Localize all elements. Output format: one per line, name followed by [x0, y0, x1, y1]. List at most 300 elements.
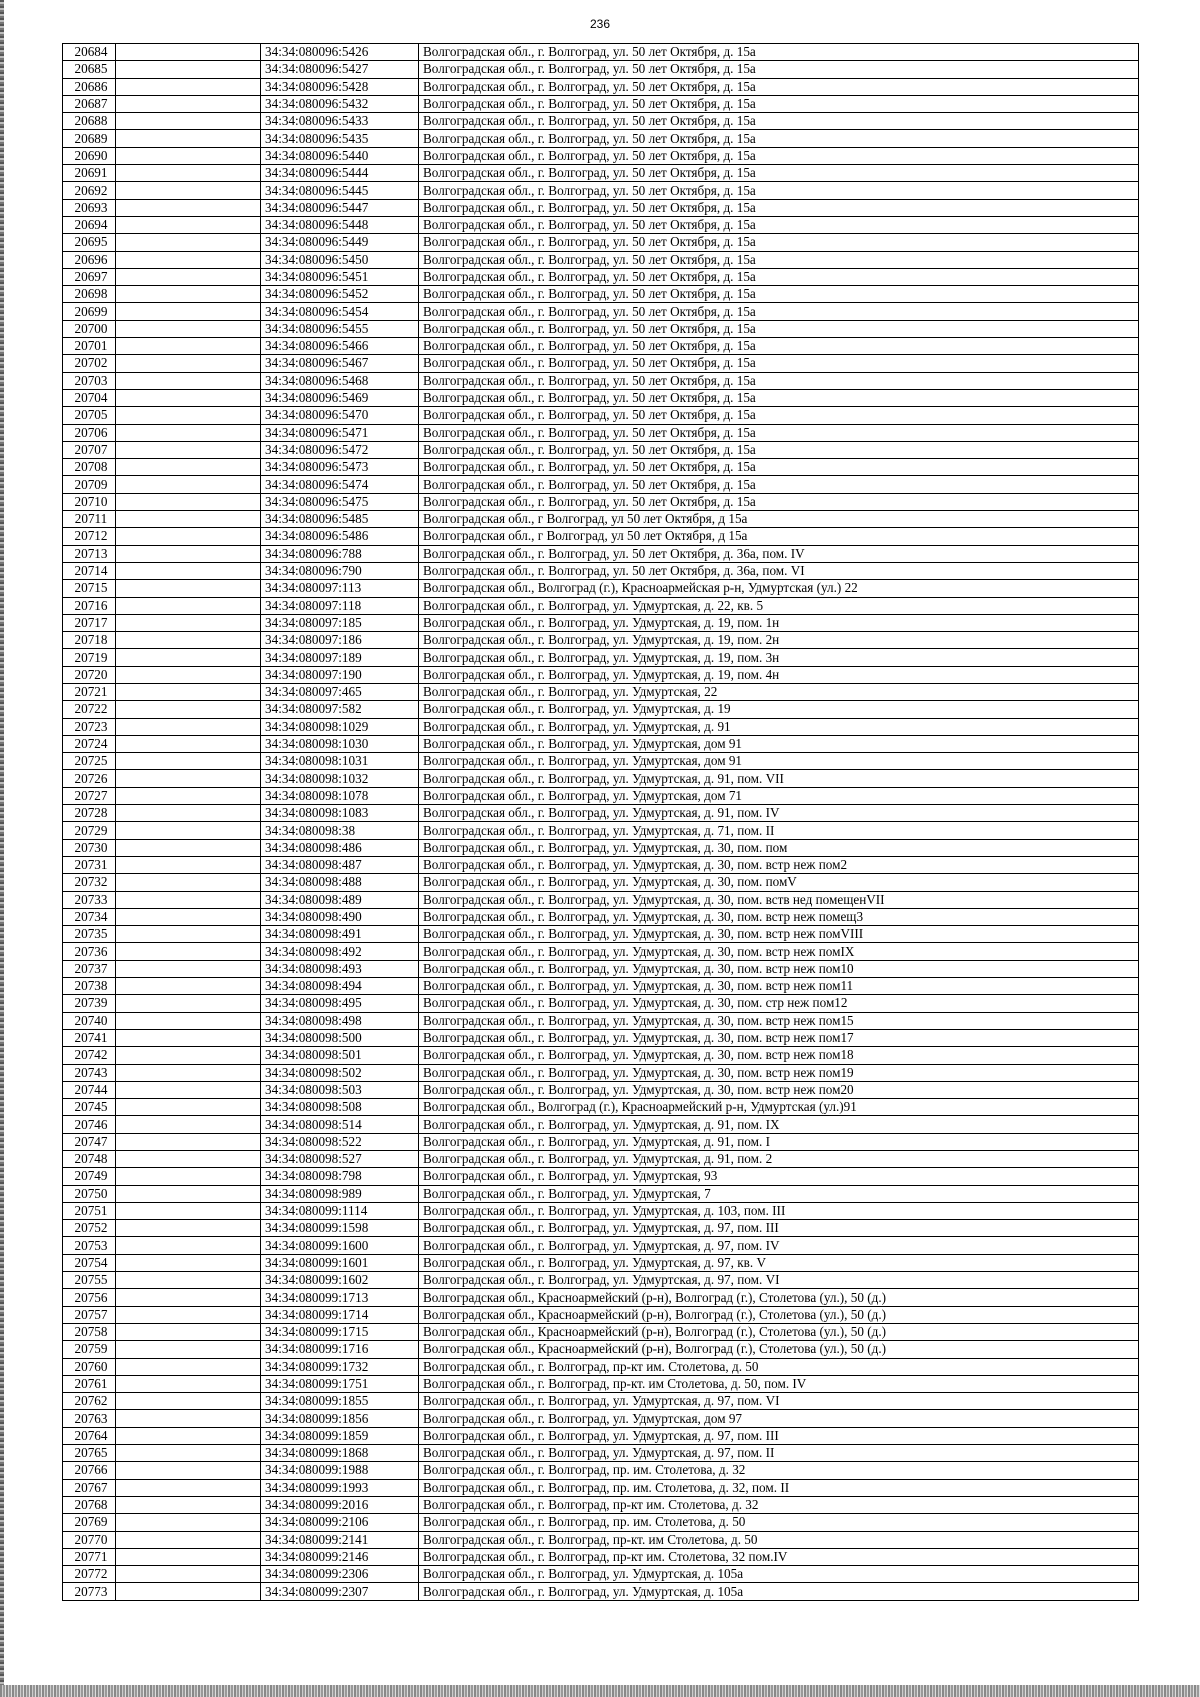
row-number-cell: 20700 [63, 320, 116, 337]
table-row [63, 874, 1139, 891]
blank-cell [116, 943, 261, 960]
row-number-cell: 20705 [63, 407, 116, 424]
table-row [63, 234, 1139, 251]
table-row [63, 960, 1139, 977]
row-number-cell: 20747 [63, 1133, 116, 1150]
cadastral-number-cell: 34:34:080096:5448 [261, 216, 419, 233]
table-row [63, 459, 1139, 476]
cadastral-number-cell: 34:34:080098:500 [261, 1029, 419, 1046]
blank-cell [116, 147, 261, 164]
blank-cell [116, 1099, 261, 1116]
cadastral-number-cell: 34:34:080097:582 [261, 701, 419, 718]
blank-cell [116, 1237, 261, 1254]
address-cell: Волгоградская обл., г. Волгоград, пр-кт им. Столетова, д. 32 [419, 1496, 1139, 1513]
blank-cell [116, 407, 261, 424]
row-number-cell: 20688 [63, 113, 116, 130]
blank-cell [116, 683, 261, 700]
table-row [63, 113, 1139, 130]
address-cell: Волгоградская обл., г. Волгоград, ул. Удмуртская, д. 91, пом. VII [419, 770, 1139, 787]
cadastral-number-cell: 34:34:080099:1602 [261, 1272, 419, 1289]
blank-cell [116, 303, 261, 320]
row-number-cell: 20748 [63, 1151, 116, 1168]
table-row [63, 493, 1139, 510]
scan-edge-bottom [0, 1685, 1200, 1697]
address-cell: Волгоградская обл., г. Волгоград, ул. 50 лет Октября, д. 15а [419, 44, 1139, 61]
address-cell: Волгоградская обл., г. Волгоград, ул. 50 лет Октября, д. 15а [419, 251, 1139, 268]
table-row [63, 718, 1139, 735]
table-row [63, 338, 1139, 355]
table-row [63, 182, 1139, 199]
row-number-cell: 20752 [63, 1220, 116, 1237]
cadastral-number-cell: 34:34:080099:2307 [261, 1583, 419, 1600]
table-row [63, 1116, 1139, 1133]
cadastral-number-cell: 34:34:080096:5470 [261, 407, 419, 424]
table-row [63, 1583, 1139, 1600]
row-number-cell: 20689 [63, 130, 116, 147]
address-cell: Волгоградская обл., г. Волгоград, ул. Удмуртская, д. 19 [419, 701, 1139, 718]
row-number-cell: 20723 [63, 718, 116, 735]
cadastral-number-cell: 34:34:080098:488 [261, 874, 419, 891]
cadastral-number-cell: 34:34:080097:190 [261, 666, 419, 683]
table-row [63, 1427, 1139, 1444]
table-row [63, 943, 1139, 960]
cadastral-number-cell: 34:34:080099:1868 [261, 1445, 419, 1462]
cadastral-number-cell: 34:34:080096:5432 [261, 95, 419, 112]
row-number-cell: 20753 [63, 1237, 116, 1254]
row-number-cell: 20754 [63, 1254, 116, 1271]
row-number-cell: 20768 [63, 1496, 116, 1513]
row-number-cell: 20759 [63, 1341, 116, 1358]
cadastral-number-cell: 34:34:080098:38 [261, 822, 419, 839]
row-number-cell: 20734 [63, 908, 116, 925]
row-number-cell: 20685 [63, 61, 116, 78]
cadastral-number-cell: 34:34:080098:1030 [261, 735, 419, 752]
cadastral-number-cell: 34:34:080099:1715 [261, 1323, 419, 1340]
cadastral-number-cell: 34:34:080098:522 [261, 1133, 419, 1150]
blank-cell [116, 268, 261, 285]
row-number-cell: 20772 [63, 1566, 116, 1583]
cadastral-number-cell: 34:34:080098:1083 [261, 805, 419, 822]
blank-cell [116, 735, 261, 752]
blank-cell [116, 338, 261, 355]
address-cell: Волгоградская обл., г. Волгоград, ул. 50 лет Октября, д. 15а [419, 130, 1139, 147]
blank-cell [116, 286, 261, 303]
address-cell: Волгоградская обл., г. Волгоград, ул. 50 лет Октября, д. 15а [419, 268, 1139, 285]
blank-cell [116, 1116, 261, 1133]
blank-cell [116, 1358, 261, 1375]
blank-cell [116, 78, 261, 95]
address-cell: Волгоградская обл., г. Волгоград, ул. Удмуртская, д. 105а [419, 1583, 1139, 1600]
row-number-cell: 20758 [63, 1323, 116, 1340]
cadastral-number-cell: 34:34:080097:118 [261, 597, 419, 614]
cadastral-number-cell: 34:34:080096:5427 [261, 61, 419, 78]
table-row [63, 1099, 1139, 1116]
table-row [63, 199, 1139, 216]
row-number-cell: 20716 [63, 597, 116, 614]
address-cell: Волгоградская обл., г. Волгоград, ул. Удмуртская, д. 30, пом. встр неж пом15 [419, 1012, 1139, 1029]
table-row [63, 355, 1139, 372]
table-row [63, 1237, 1139, 1254]
cadastral-number-cell: 34:34:080097:113 [261, 580, 419, 597]
row-number-cell: 20756 [63, 1289, 116, 1306]
address-cell: Волгоградская обл., г. Волгоград, ул. Удмуртская, д. 22, кв. 5 [419, 597, 1139, 614]
address-cell: Волгоградская обл., Красноармейский (р-н), Волгоград (г.), Столетова (ул.), 50 (д.) [419, 1306, 1139, 1323]
address-cell: Волгоградская обл., г. Волгоград, ул. 50 лет Октября, д. 15а [419, 372, 1139, 389]
address-cell: Волгоградская обл., г. Волгоград, ул. Удмуртская, д. 97, кв. V [419, 1254, 1139, 1271]
table-row [63, 839, 1139, 856]
address-cell: Волгоградская обл., г. Волгоград, ул. 50 лет Октября, д. 15а [419, 493, 1139, 510]
row-number-cell: 20741 [63, 1029, 116, 1046]
blank-cell [116, 874, 261, 891]
row-number-cell: 20696 [63, 251, 116, 268]
table-row [63, 1151, 1139, 1168]
table-row [63, 753, 1139, 770]
blank-cell [116, 753, 261, 770]
cadastral-number-cell: 34:34:080098:486 [261, 839, 419, 856]
address-cell: Волгоградская обл., г. Волгоград, ул. Удмуртская, д. 30, пом. встр неж пом10 [419, 960, 1139, 977]
table-row [63, 424, 1139, 441]
blank-cell [116, 355, 261, 372]
row-number-cell: 20715 [63, 580, 116, 597]
cadastral-number-cell: 34:34:080096:5440 [261, 147, 419, 164]
table-row [63, 476, 1139, 493]
cadastral-number-cell: 34:34:080099:2106 [261, 1514, 419, 1531]
blank-cell [116, 1410, 261, 1427]
row-number-cell: 20701 [63, 338, 116, 355]
blank-cell [116, 1548, 261, 1565]
blank-cell [116, 1462, 261, 1479]
address-cell: Волгоградская обл., г. Волгоград, ул. Удмуртская, д. 91, пом. IV [419, 805, 1139, 822]
row-number-cell: 20744 [63, 1081, 116, 1098]
row-number-cell: 20713 [63, 545, 116, 562]
row-number-cell: 20742 [63, 1047, 116, 1064]
blank-cell [116, 908, 261, 925]
blank-cell [116, 61, 261, 78]
row-number-cell: 20687 [63, 95, 116, 112]
table-row [63, 580, 1139, 597]
address-cell: Волгоградская обл., г. Волгоград, ул. Удмуртская, д. 19, пом. 4н [419, 666, 1139, 683]
row-number-cell: 20730 [63, 839, 116, 856]
cadastral-number-cell: 34:34:080098:495 [261, 995, 419, 1012]
blank-cell [116, 580, 261, 597]
row-number-cell: 20760 [63, 1358, 116, 1375]
address-cell: Волгоградская обл., г. Волгоград, пр-кт. им Столетова, д. 50, пом. IV [419, 1375, 1139, 1392]
table-row [63, 1029, 1139, 1046]
table-row [63, 1358, 1139, 1375]
row-number-cell: 20721 [63, 683, 116, 700]
blank-cell [116, 632, 261, 649]
address-cell: Волгоградская обл., г. Волгоград, пр. им. Столетова, д. 32, пом. II [419, 1479, 1139, 1496]
blank-cell [116, 891, 261, 908]
blank-cell [116, 95, 261, 112]
table-row [63, 1289, 1139, 1306]
table-row [63, 95, 1139, 112]
cadastral-number-cell: 34:34:080096:5485 [261, 511, 419, 528]
row-number-cell: 20731 [63, 856, 116, 873]
address-cell: Волгоградская обл., г. Волгоград, ул. Удмуртская, 22 [419, 683, 1139, 700]
address-cell: Волгоградская обл., г. Волгоград, пр. им. Столетова, д. 32 [419, 1462, 1139, 1479]
blank-cell [116, 1393, 261, 1410]
row-number-cell: 20761 [63, 1375, 116, 1392]
row-number-cell: 20739 [63, 995, 116, 1012]
blank-cell [116, 805, 261, 822]
cadastral-number-cell: 34:34:080098:1029 [261, 718, 419, 735]
cadastral-number-cell: 34:34:080096:5452 [261, 286, 419, 303]
table-row [63, 251, 1139, 268]
row-number-cell: 20714 [63, 562, 116, 579]
cadastral-number-cell: 34:34:080098:508 [261, 1099, 419, 1116]
row-number-cell: 20695 [63, 234, 116, 251]
address-cell: Волгоградская обл., г. Волгоград, ул. Удмуртская, д. 19, пом. 1н [419, 614, 1139, 631]
table-row [63, 1375, 1139, 1392]
table-row [63, 891, 1139, 908]
cadastral-number-cell: 34:34:080096:5473 [261, 459, 419, 476]
cadastral-number-cell: 34:34:080096:5486 [261, 528, 419, 545]
address-cell: Волгоградская обл., г. Волгоград, ул. Удмуртская, д. 19, пом. 3н [419, 649, 1139, 666]
address-cell: Волгоградская обл., г. Волгоград, ул. Удмуртская, д. 91, пом. 2 [419, 1151, 1139, 1168]
blank-cell [116, 1202, 261, 1219]
blank-cell [116, 597, 261, 614]
blank-cell [116, 1029, 261, 1046]
blank-cell [116, 787, 261, 804]
address-cell: Волгоградская обл., г. Волгоград, ул. Удмуртская, д. 91, пом. I [419, 1133, 1139, 1150]
address-cell: Волгоградская обл., г. Волгоград, ул. 50 лет Октября, д. 15а [419, 182, 1139, 199]
address-cell: Волгоградская обл., г. Волгоград, ул. Удмуртская, д. 91, пом. IX [419, 1116, 1139, 1133]
table-row [63, 666, 1139, 683]
blank-cell [116, 511, 261, 528]
blank-cell [116, 995, 261, 1012]
blank-cell [116, 165, 261, 182]
table-row [63, 441, 1139, 458]
table-row [63, 822, 1139, 839]
cadastral-number-cell: 34:34:080096:788 [261, 545, 419, 562]
address-cell: Волгоградская обл., г. Волгоград, ул. Удмуртская, 93 [419, 1168, 1139, 1185]
cadastral-number-cell: 34:34:080098:494 [261, 978, 419, 995]
row-number-cell: 20750 [63, 1185, 116, 1202]
address-cell: Волгоградская обл., г. Волгоград, пр-кт им. Столетова, 32 пом.IV [419, 1548, 1139, 1565]
address-cell: Волгоградская обл., Красноармейский (р-н), Волгоград (г.), Столетова (ул.), 50 (д.) [419, 1289, 1139, 1306]
row-number-cell: 20726 [63, 770, 116, 787]
blank-cell [116, 666, 261, 683]
address-cell: Волгоградская обл., г. Волгоград, ул. 50 лет Октября, д. 15а [419, 441, 1139, 458]
table-row [63, 1047, 1139, 1064]
address-cell: Волгоградская обл., г Волгоград, ул 50 лет Октября, д 15а [419, 511, 1139, 528]
blank-cell [116, 978, 261, 995]
table-row [63, 1220, 1139, 1237]
table-row [63, 1445, 1139, 1462]
blank-cell [116, 1289, 261, 1306]
address-cell: Волгоградская обл., г. Волгоград, ул. Удмуртская, д. 97, пом. VI [419, 1272, 1139, 1289]
address-cell: Волгоградская обл., г. Волгоград, ул. 50 лет Октября, д. 15а [419, 355, 1139, 372]
cadastral-number-cell: 34:34:080099:2141 [261, 1531, 419, 1548]
table-row [63, 770, 1139, 787]
row-number-cell: 20757 [63, 1306, 116, 1323]
blank-cell [116, 718, 261, 735]
table-row [63, 735, 1139, 752]
table-row [63, 1168, 1139, 1185]
row-number-cell: 20773 [63, 1583, 116, 1600]
address-cell: Волгоградская обл., г. Волгоград, ул. Удмуртская, д. 30, пом. встр неж помIX [419, 943, 1139, 960]
table-row [63, 1514, 1139, 1531]
blank-cell [116, 1427, 261, 1444]
address-cell: Волгоградская обл., г. Волгоград, ул. 50 лет Октября, д. 15а [419, 147, 1139, 164]
blank-cell [116, 701, 261, 718]
blank-cell [116, 1064, 261, 1081]
table-row [63, 303, 1139, 320]
row-number-cell: 20732 [63, 874, 116, 891]
blank-cell [116, 424, 261, 441]
cadastral-number-cell: 34:34:080098:1032 [261, 770, 419, 787]
address-cell: Волгоградская обл., г. Волгоград, ул. Удмуртская, д. 30, пом. встр неж пом2 [419, 856, 1139, 873]
row-number-cell: 20749 [63, 1168, 116, 1185]
blank-cell [116, 216, 261, 233]
blank-cell [116, 1306, 261, 1323]
row-number-cell: 20762 [63, 1393, 116, 1410]
cadastral-number-cell: 34:34:080096:5435 [261, 130, 419, 147]
cadastral-number-cell: 34:34:080096:5474 [261, 476, 419, 493]
blank-cell [116, 960, 261, 977]
address-cell: Волгоградская обл., г. Волгоград, пр-кт. им Столетова, д. 50 [419, 1531, 1139, 1548]
address-cell: Волгоградская обл., г. Волгоград, ул. 50 лет Октября, д. 15а [419, 61, 1139, 78]
blank-cell [116, 649, 261, 666]
address-cell: Волгоградская обл., Красноармейский (р-н), Волгоград (г.), Столетова (ул.), 50 (д.) [419, 1323, 1139, 1340]
blank-cell [116, 562, 261, 579]
address-cell: Волгоградская обл., г. Волгоград, ул. 50 лет Октября, д. 15а [419, 286, 1139, 303]
row-number-cell: 20771 [63, 1548, 116, 1565]
row-number-cell: 20690 [63, 147, 116, 164]
table-row [63, 978, 1139, 995]
cadastral-number-cell: 34:34:080097:185 [261, 614, 419, 631]
row-number-cell: 20735 [63, 926, 116, 943]
table-row [63, 1254, 1139, 1271]
cadastral-number-cell: 34:34:080096:5426 [261, 44, 419, 61]
cadastral-number-cell: 34:34:080098:498 [261, 1012, 419, 1029]
row-number-cell: 20692 [63, 182, 116, 199]
table-row [63, 147, 1139, 164]
blank-cell [116, 1220, 261, 1237]
blank-cell [116, 1254, 261, 1271]
table-row [63, 787, 1139, 804]
address-cell: Волгоградская обл., г. Волгоград, ул. Удмуртская, д. 30, пом. вств нед помещенVII [419, 891, 1139, 908]
blank-cell [116, 1445, 261, 1462]
address-cell: Волгоградская обл., г. Волгоград, ул. Удмуртская, д. 30, пом. встр неж пом20 [419, 1081, 1139, 1098]
cadastral-number-cell: 34:34:080099:1855 [261, 1393, 419, 1410]
registry-table [62, 43, 1139, 1601]
table-row [63, 130, 1139, 147]
row-number-cell: 20727 [63, 787, 116, 804]
cadastral-number-cell: 34:34:080099:1714 [261, 1306, 419, 1323]
blank-cell [116, 1583, 261, 1600]
blank-cell [116, 1496, 261, 1513]
cadastral-number-cell: 34:34:080097:186 [261, 632, 419, 649]
table-row [63, 165, 1139, 182]
table-row [63, 614, 1139, 631]
blank-cell [116, 441, 261, 458]
cadastral-number-cell: 34:34:080098:501 [261, 1047, 419, 1064]
row-number-cell: 20724 [63, 735, 116, 752]
cadastral-number-cell: 34:34:080099:1859 [261, 1427, 419, 1444]
blank-cell [116, 234, 261, 251]
address-cell: Волгоградская обл., г. Волгоград, ул. 50 лет Октября, д. 15а [419, 78, 1139, 95]
blank-cell [116, 1323, 261, 1340]
table-row [63, 995, 1139, 1012]
blank-cell [116, 251, 261, 268]
table-row [63, 1185, 1139, 1202]
cadastral-number-cell: 34:34:080098:490 [261, 908, 419, 925]
blank-cell [116, 130, 261, 147]
address-cell: Волгоградская обл., г. Волгоград, ул. 50 лет Октября, д. 15а [419, 234, 1139, 251]
row-number-cell: 20770 [63, 1531, 116, 1548]
cadastral-number-cell: 34:34:080098:527 [261, 1151, 419, 1168]
row-number-cell: 20722 [63, 701, 116, 718]
address-cell: Волгоградская обл., г. Волгоград, ул. 50 лет Октября, д. 15а [419, 165, 1139, 182]
table-row [63, 632, 1139, 649]
address-cell: Волгоградская обл., г. Волгоград, ул. Удмуртская, д. 91 [419, 718, 1139, 735]
row-number-cell: 20699 [63, 303, 116, 320]
blank-cell [116, 1047, 261, 1064]
address-cell: Волгоградская обл., г. Волгоград, ул. Удмуртская, д. 97, пом. VI [419, 1393, 1139, 1410]
address-cell: Волгоградская обл., г. Волгоград, ул. Удмуртская, д. 103, пом. III [419, 1202, 1139, 1219]
address-cell: Волгоградская обл., г. Волгоград, ул. Удмуртская, д. 30, пом. встр неж помещ3 [419, 908, 1139, 925]
address-cell: Волгоградская обл., Волгоград (г.), Красноармейский р-н, Удмуртская (ул.)91 [419, 1099, 1139, 1116]
address-cell: Волгоградская обл., г. Волгоград, ул. Удмуртская, д. 30, пом. встр неж помVIII [419, 926, 1139, 943]
cadastral-number-cell: 34:34:080096:790 [261, 562, 419, 579]
blank-cell [116, 459, 261, 476]
address-cell: Волгоградская обл., г. Волгоград, ул. Удмуртская, д. 30, пом. встр неж пом17 [419, 1029, 1139, 1046]
blank-cell [116, 113, 261, 130]
row-number-cell: 20711 [63, 511, 116, 528]
table-row [63, 908, 1139, 925]
row-number-cell: 20766 [63, 1462, 116, 1479]
row-number-cell: 20717 [63, 614, 116, 631]
table-row [63, 926, 1139, 943]
address-cell: Волгоградская обл., г. Волгоград, ул. Удмуртская, д. 30, пом. пом [419, 839, 1139, 856]
scan-edge-left [0, 0, 4, 1697]
row-number-cell: 20755 [63, 1272, 116, 1289]
table-row [63, 1323, 1139, 1340]
cadastral-number-cell: 34:34:080098:514 [261, 1116, 419, 1133]
table-row [63, 1012, 1139, 1029]
blank-cell [116, 199, 261, 216]
row-number-cell: 20764 [63, 1427, 116, 1444]
address-cell: Волгоградская обл., г. Волгоград, ул. 50 лет Октября, д. 36а, пом. IV [419, 545, 1139, 562]
table-row [63, 562, 1139, 579]
row-number-cell: 20706 [63, 424, 116, 441]
blank-cell [116, 476, 261, 493]
table-row [63, 1479, 1139, 1496]
cadastral-number-cell: 34:34:080096:5468 [261, 372, 419, 389]
cadastral-number-cell: 34:34:080098:989 [261, 1185, 419, 1202]
address-cell: Волгоградская обл., г. Волгоград, ул. Удмуртская, д. 97, пом. IV [419, 1237, 1139, 1254]
table-row [63, 545, 1139, 562]
row-number-cell: 20740 [63, 1012, 116, 1029]
row-number-cell: 20736 [63, 943, 116, 960]
row-number-cell: 20767 [63, 1479, 116, 1496]
address-cell: Волгоградская обл., г. Волгоград, ул. Удмуртская, 7 [419, 1185, 1139, 1202]
cadastral-number-cell: 34:34:080098:798 [261, 1168, 419, 1185]
row-number-cell: 20737 [63, 960, 116, 977]
table-row [63, 1133, 1139, 1150]
cadastral-number-cell: 34:34:080099:2306 [261, 1566, 419, 1583]
cadastral-number-cell: 34:34:080096:5444 [261, 165, 419, 182]
table-row [63, 856, 1139, 873]
cadastral-number-cell: 34:34:080099:2016 [261, 1496, 419, 1513]
cadastral-number-cell: 34:34:080096:5469 [261, 389, 419, 406]
address-cell: Волгоградская обл., г Волгоград, ул 50 лет Октября, д 15а [419, 528, 1139, 545]
table-row [63, 372, 1139, 389]
table-row [63, 1496, 1139, 1513]
address-cell: Волгоградская обл., г. Волгоград, ул. 50 лет Октября, д. 15а [419, 338, 1139, 355]
